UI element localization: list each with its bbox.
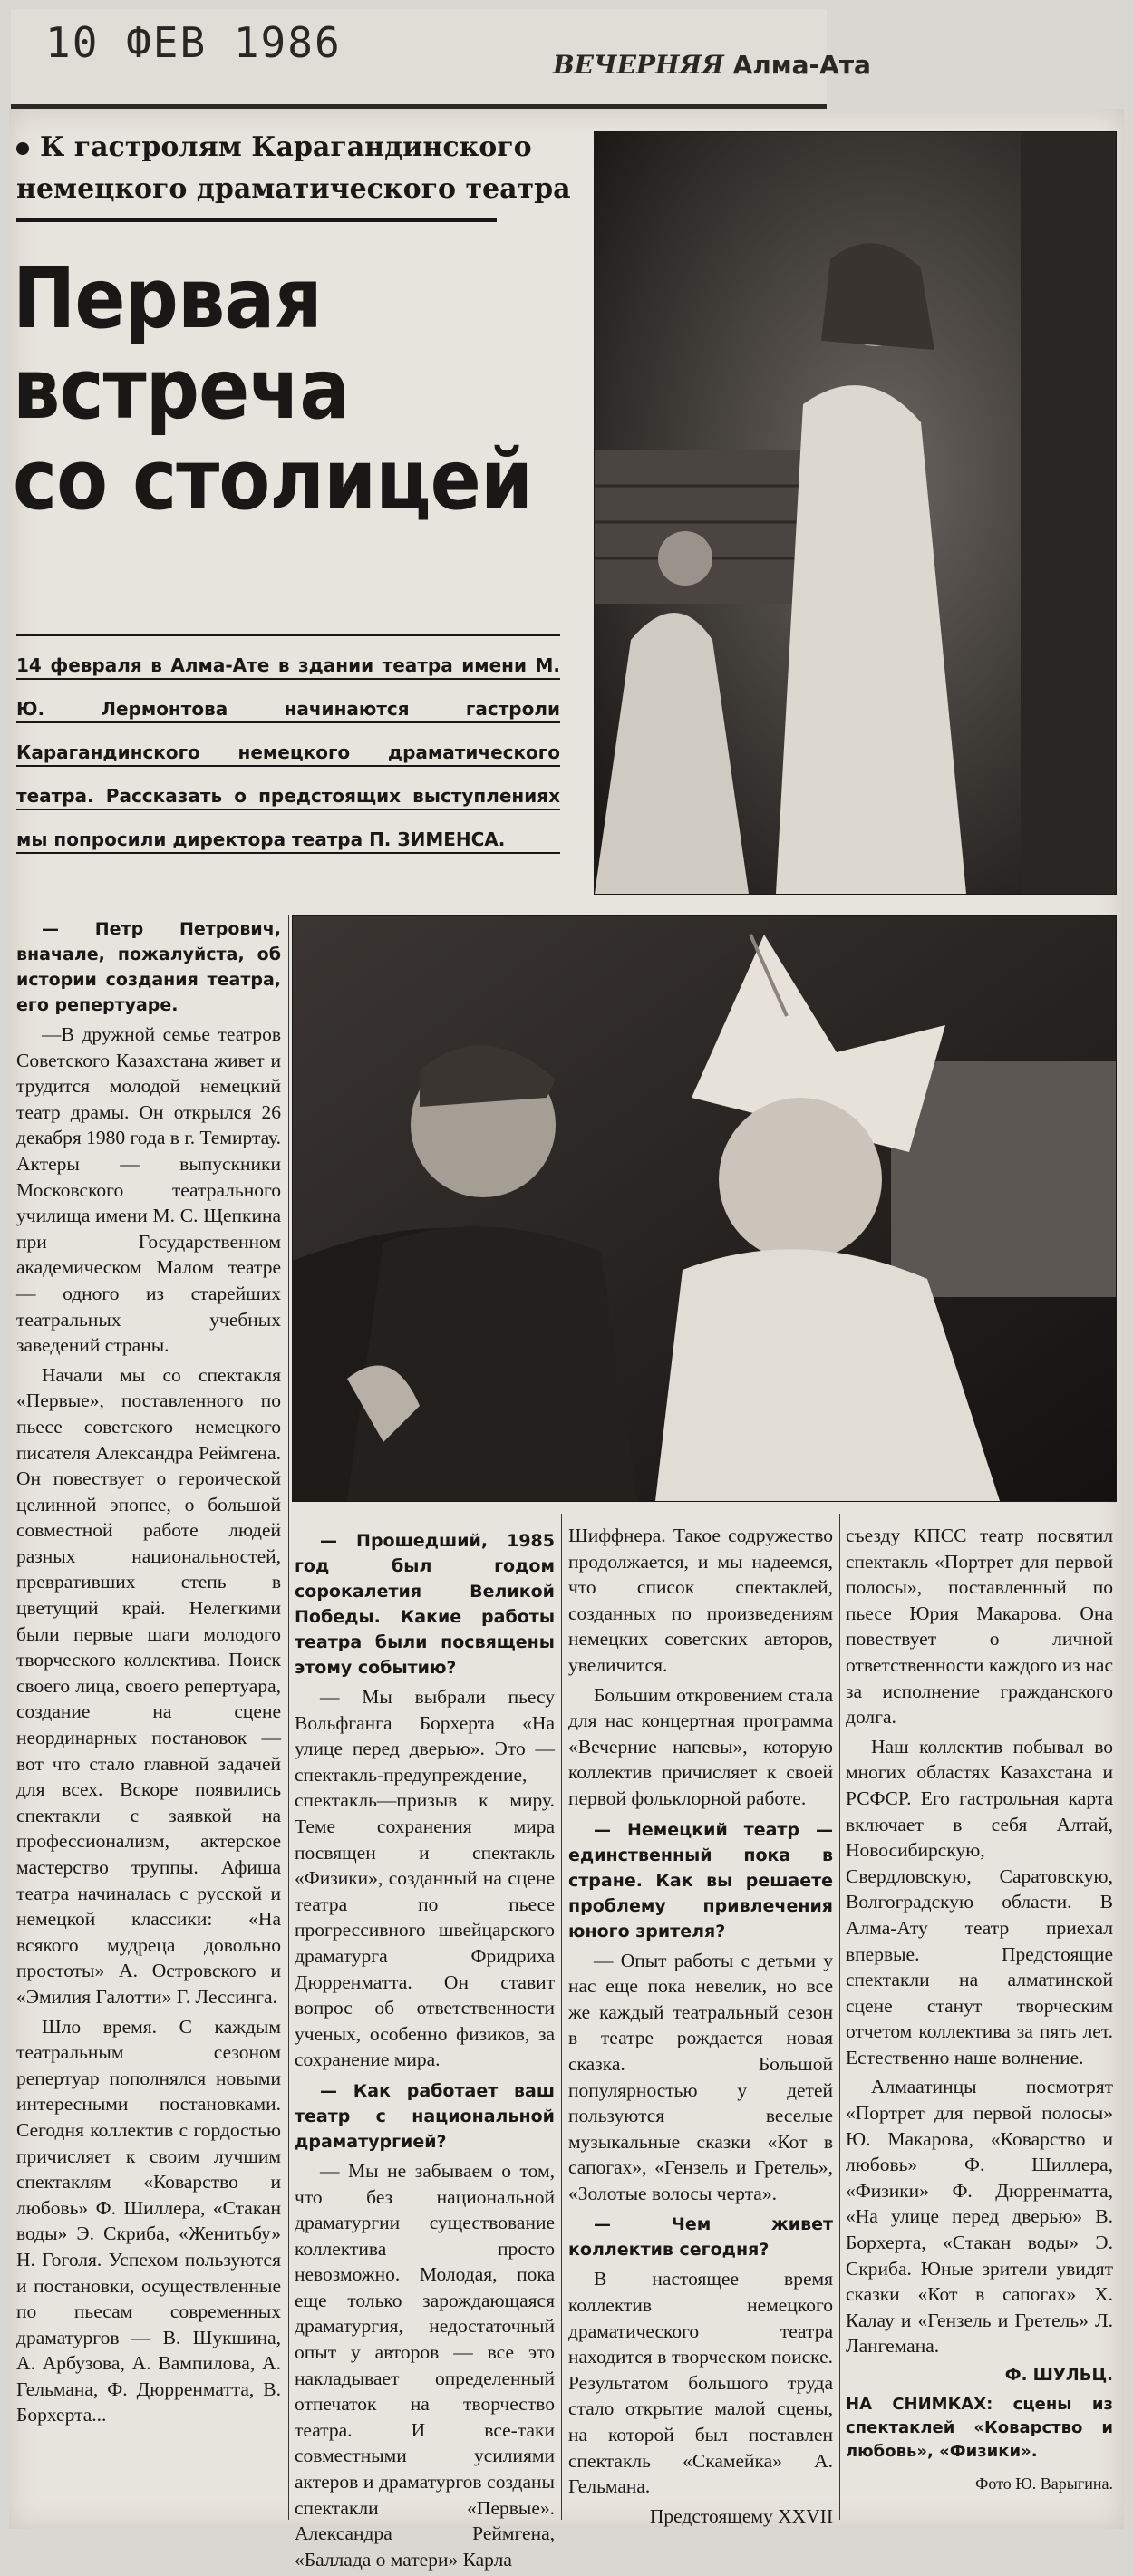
interview-question: — Прошедший, 1985 год был годом сорокалетия Великой Победы. Какие работы театра были посвящены этому событию? — [295, 1531, 555, 1678]
column-3 — [568, 1523, 833, 2532]
lead-paragraph: 14 февраля в Алма-Ате в здании театра имени М. Ю. Лермонтова начинаются гастроли Карагандинского немецкого драматического театра. Рассказать о предстоящих выступлениях мы попросили директора театра П. ЗИМЕНСА. — [16, 654, 560, 850]
headline-line-1: Первая — [13, 250, 322, 347]
headline — [13, 250, 535, 528]
paragraph: — Мы не забываем о том, что без национальной драматургии существование коллектива просто невозможно. Молодая, пока еще только зарождающаяся драматургия, недостаточный опыт у авторов — все это накладывает определенный отпечаток на творчество театра. И все-таки совместными усилиями актеров и драматургов созданы спектакли «Первые». Александра Реймгена, «Баллада о матери» Карла — [295, 2159, 555, 2571]
paragraph: Большим откровением стала для нас концертная программа «Вечерние напевы», которую коллектив причисляет к своей первой фольклорной работе. — [568, 1683, 833, 1809]
paragraph: В настоящее время коллектив немецкого драматического театра находится в творческом поиске. Результатом большого труда стало открытие малой сцены, на которой был поставлен спектакль «Скамейка» А. Гельмана. — [568, 2268, 833, 2498]
column-4 — [846, 1523, 1113, 2500]
masthead-city: Алма-Ата — [732, 50, 871, 80]
photo-stage-scene — [594, 131, 1117, 895]
photo-actors — [292, 915, 1117, 1502]
paragraph: — Опыт работы с детьми у нас еще пока невелик, но все же каждый театральный сезон в театре рождается новая сказка. Большой популярностью у детей пользуются веселые музыкальные сказки «Кот в сапогах», «Гензель и Гретель», «Золотые волосы черта». — [568, 1949, 833, 2204]
bullet-icon — [16, 142, 29, 155]
paragraph: Алмаатинцы посмотрят «Портрет для первой полосы» Ю. Макарова, «Коварство и любовь» Ф. Шиллера, «Физики» Ф. Дюрренматта, «На улице перед дверью» В. Борхерта, «Стакан воды» Э. Скриба. Юные зрители увидят сказки «Кот в сапогах» Х. Калау и «Гензель и Гретель» Л. Лангемана. — [846, 2076, 1113, 2358]
rubric-text: К гастролям Карагандинского немецкого драматического театра — [16, 131, 571, 205]
rubric-rule — [16, 218, 497, 222]
headline-line-3: со столицей — [13, 431, 533, 528]
column-2 — [295, 1523, 555, 2576]
date-stamp: 10 ФЕВ 1986 — [45, 18, 342, 67]
paragraph: — Мы выбрали пьесу Вольфганга Борхерта «На улице перед дверью». Это — спектакль-предупреждение, спектакль—призыв к миру. Теме сохранения мира посвящен и спектакль «Физики», созданный на сцене театра по пьесе прогрессивного швейцарского драматурга Фридриха Дюрренматта. Он ставит вопрос об ответственности ученых, особенно физиков, за сохранение мира. — [295, 1686, 555, 2071]
masthead — [553, 50, 871, 80]
column-1 — [16, 911, 281, 2432]
column-rule — [561, 1514, 562, 2520]
interview-question: — Немецкий театр — единственный пока в стране. Как вы решаете проблему привлечения юного зрителя? — [568, 1819, 833, 1942]
masthead-stylized: ВЕЧЕРНЯЯ — [553, 50, 724, 80]
interview-question: — Как работает ваш театр с национальной драматургией? — [295, 2080, 555, 2152]
photo-credit: Фото Ю. Варыгина. — [975, 2474, 1113, 2493]
paragraph: Начали мы со спектакля «Первые», поставленного по пьесе советского немецкого писателя Александра Реймгена. Он повествует о героической целинной эпопее, о большой совместной работе людей разных национальностей, превративших степь в цветущий край. Нелегкими были первые шаги молодого творческого коллектива. Поиск своего лица, своего репертуара, создание на сцене неординарных постановок — вот что стало главной задачей для всех. Вскоре появились спектакли с заявкой на профессионализм, актерское мастерство труппы. Афиша театра начиналась с русской и немецкой классики: «На всякого мудреца довольно простоты» А. Островского и «Эмилия Галотти» Г. Лессинга. — [16, 1363, 281, 2008]
headline-line-2: встреча — [13, 341, 350, 438]
column-rule — [839, 1514, 840, 2520]
paragraph: Шло время. С каждым театральным сезоном репертуар пополнялся новыми интересными постановками. Сегодня коллектив с гордостью причисляет к своим лучшим спектаклям «Коварство и любовь» Ф. Шиллера, «Стакан воды» Э. Скриба, «Женитьбу» Н. Гоголя. Успехом пользуются и постановки, осуществленные по пьесам современных драматургов — В. Шукшина, А. Арбузова, А. Вампилова, А. Гельмана, Ф. Дюрренматта, В. Борхерта... — [16, 2015, 281, 2426]
paragraph: Шиффнера. Такое содружество продолжается, и мы надеемся, что список спектаклей, созданных по произведениям немецких советских авторов, увеличится. — [568, 1525, 833, 1676]
interview-question: — Чем живет коллектив сегодня? — [568, 2214, 833, 2261]
paragraph: Предстоящему XXVII — [649, 2504, 833, 2527]
paragraph: —В дружной семье театров Советского Казахстана живет и трудится молодой немецкий театр драмы. Он открылся 26 декабря 1980 года в г. Темиртау. Актеры — выпускники Московского театрального училища имени М. С. Щепкина при Государственном академическом Малом театре — одного из старейших театральных учебных заведений страны. — [16, 1023, 281, 1357]
author-signature: Ф. ШУЛЬЦ. — [1004, 2366, 1113, 2385]
paragraph: Наш коллектив побывал во многих областях Казахстана и РСФСР. Его гастрольная карта включает в себя Алтай, Новосибирскую, Свердловскую, Саратовскую, Волгоградскую области. В Алма-Ату театр приехал впервые. Предстоящие спектакли на алматинской сцене станут творческим отчетом коллектива за пять лет. Естественно наше волнение. — [846, 1735, 1113, 2068]
interview-question: — Петр Петрович, вначале, пожалуйста, об истории создания театра, его репертуаре. — [16, 919, 281, 1015]
rubric — [16, 127, 578, 210]
photo-caption: НА СНИМКАХ: сцены из спектаклей «Коварство и любовь», «Физики». — [846, 2394, 1113, 2461]
paragraph: съезду КПСС театр посвятил спектакль «Портрет для первой полосы», поставленный по пьесе Юрия Макарова. Она повествует о личной ответственности каждого из нас за исполнение гражданского долга. — [846, 1525, 1113, 1729]
column-rule — [288, 915, 289, 2520]
